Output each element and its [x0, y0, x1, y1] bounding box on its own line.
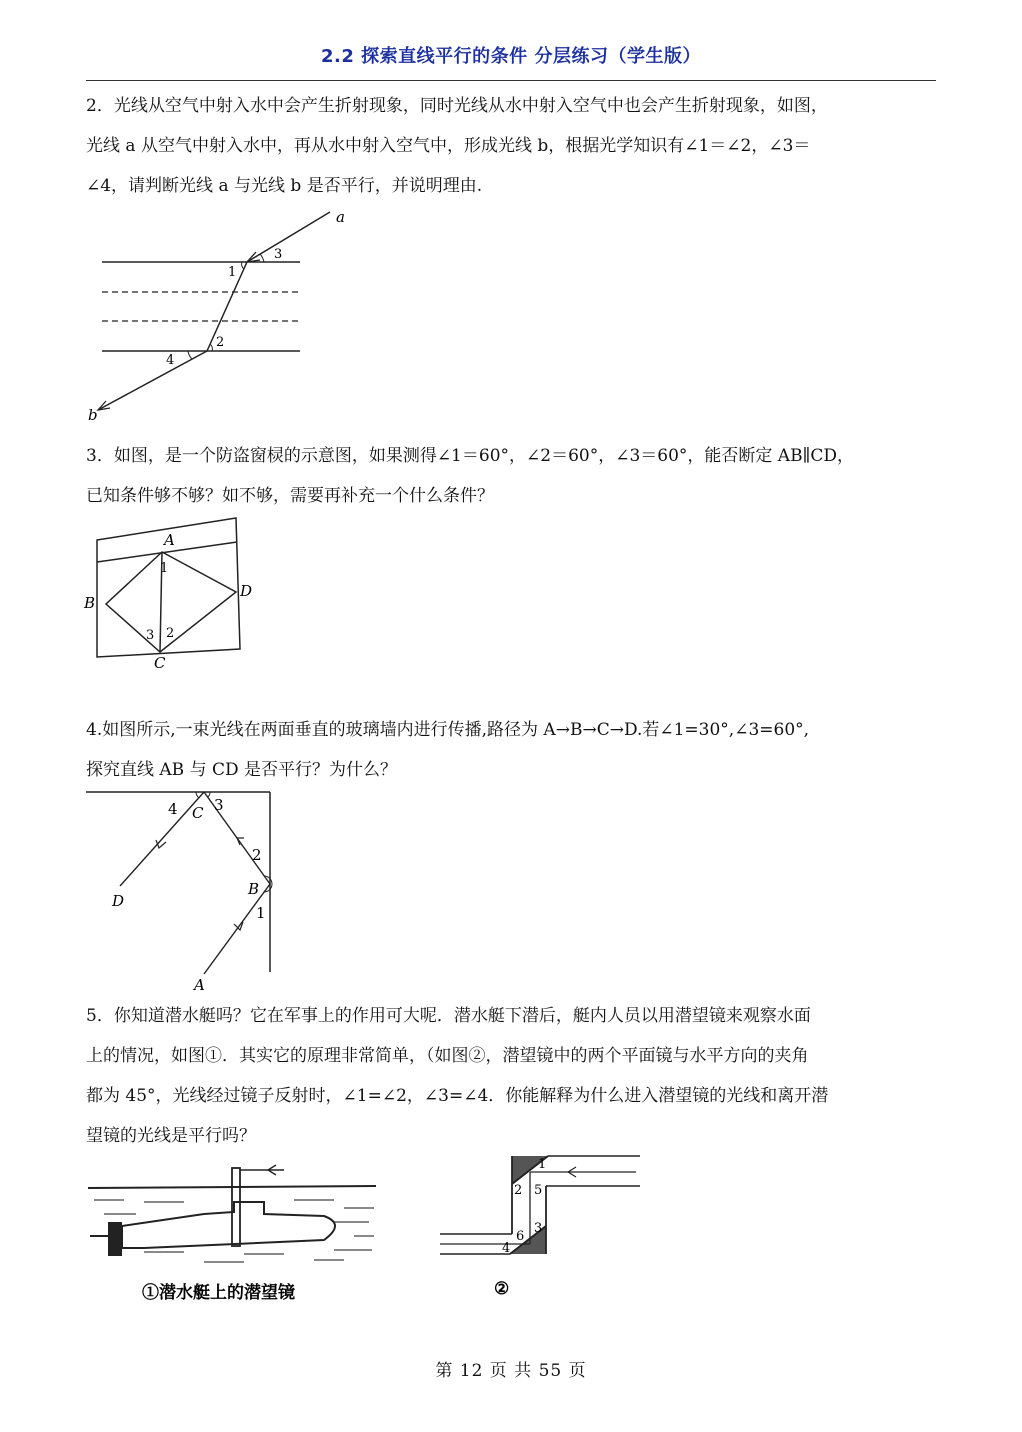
ray-AB — [204, 884, 270, 974]
header-divider — [86, 80, 936, 81]
ray-b-arrowhead — [98, 401, 110, 410]
label-angle-2: 2 — [166, 626, 175, 641]
question-4-line-2: 探究直线 AB 与 CD 是否平行？为什么？ — [86, 760, 398, 780]
label-a: a — [336, 208, 345, 226]
ray-CD-arrowhead — [156, 840, 166, 848]
question-2-line-2: 光线 a 从空气中射入水中，再从水中射入空气中，形成光线 b，根据光学知识有∠1＝∠2，∠3＝ — [86, 136, 811, 156]
label-B: B — [248, 880, 260, 898]
label-b: b — [88, 406, 98, 424]
question-4-text — [86, 710, 946, 790]
label-angle-4: 4 — [166, 353, 175, 368]
label-B: B — [84, 594, 96, 612]
question-2-text — [86, 86, 946, 206]
ray-a-arrowhead — [247, 252, 260, 262]
question-5-line-3: 都为 45°，光线经过镜子反射时，∠1=∠2，∠3=∠4．你能解释为什么进入潜望镜的光线和离开潜 — [86, 1086, 829, 1106]
question-5-text — [86, 996, 946, 1156]
label-angle-3: 3 — [214, 796, 224, 814]
label-D: D — [112, 892, 125, 910]
label-C: C — [154, 654, 166, 672]
submarine-hull — [122, 1202, 335, 1248]
label-A: A — [194, 976, 205, 994]
label-angle-3: 3 — [146, 628, 155, 643]
label-angle-1: 1 — [538, 1157, 547, 1172]
label-D: D — [240, 582, 253, 600]
label-angle-4: 4 — [168, 800, 178, 818]
label-angle-3: 3 — [274, 247, 283, 262]
question-4-figure — [80, 786, 290, 996]
label-angle-1: 1 — [160, 561, 169, 576]
question-2-figure — [80, 200, 380, 430]
angle-3-arc — [260, 254, 264, 262]
ray-b — [98, 351, 207, 410]
page-header-title: 2.2 探索直线平行的条件 分层练习（学生版） — [321, 46, 701, 67]
label-angle-3: 3 — [534, 1221, 543, 1236]
ray-refracted — [207, 262, 247, 351]
question-5-line-2: 上的情况，如图①．其实它的原理非常简单，（如图②，潜望镜中的两个平面镜与水平方向的夹角 — [86, 1046, 809, 1066]
question-5-line-1: 5．你知道潜水艇吗？它在军事上的作用可大呢．潜水艇下潜后，艇内人员以用潜望镜来观察水面 — [86, 1006, 811, 1026]
label-angle-1: 1 — [228, 265, 237, 280]
label-C: C — [192, 804, 204, 822]
question-5-line-4: 望镜的光线是平行吗？ — [86, 1126, 256, 1146]
question-4-line-1: 4.如图所示,一束光线在两面垂直的玻璃墙内进行传播,路径为 A→B→C→D.若∠1=30°,∠3=60°, — [86, 720, 810, 740]
question-3-line-2: 已知条件够不够？如不够，需要再补充一个什么条件？ — [86, 486, 494, 506]
label-angle-4: 4 — [502, 1241, 511, 1256]
label-A: A — [164, 531, 175, 549]
label-angle-1: 1 — [256, 904, 266, 922]
submarine-propeller-block — [108, 1222, 122, 1256]
figure-1-caption: ①潜水艇上的潜望镜 — [142, 1283, 295, 1303]
question-2-line-1: 2．光线从空气中射入水中会产生折射现象，同时光线从水中射入空气中也会产生折射现象，如图， — [86, 96, 828, 116]
question-3-text — [86, 436, 946, 516]
question-3-line-1: 3．如图，是一个防盗窗棂的示意图，如果测得∠1＝60°，∠2＝60°，∠3＝60°，能否断定 AB∥CD， — [86, 446, 855, 466]
figure-2-caption: ② — [494, 1279, 510, 1299]
page-footer: 第 12 页 共 55 页 — [435, 1361, 587, 1381]
angle-4-arc — [196, 792, 199, 798]
label-angle-2: 2 — [514, 1183, 523, 1198]
label-angle-5: 5 — [534, 1183, 543, 1198]
submarine-figure — [84, 1156, 384, 1306]
angle-4-arc — [188, 351, 192, 359]
periscope-figure — [436, 1150, 646, 1310]
ray-a — [247, 212, 330, 262]
question-3-figure — [80, 510, 280, 680]
label-angle-6: 6 — [516, 1229, 525, 1244]
label-angle-2: 2 — [216, 335, 225, 350]
question-2-line-3: ∠4，请判断光线 a 与光线 b 是否平行，并说明理由. — [86, 176, 483, 196]
label-angle-2: 2 — [252, 846, 262, 864]
